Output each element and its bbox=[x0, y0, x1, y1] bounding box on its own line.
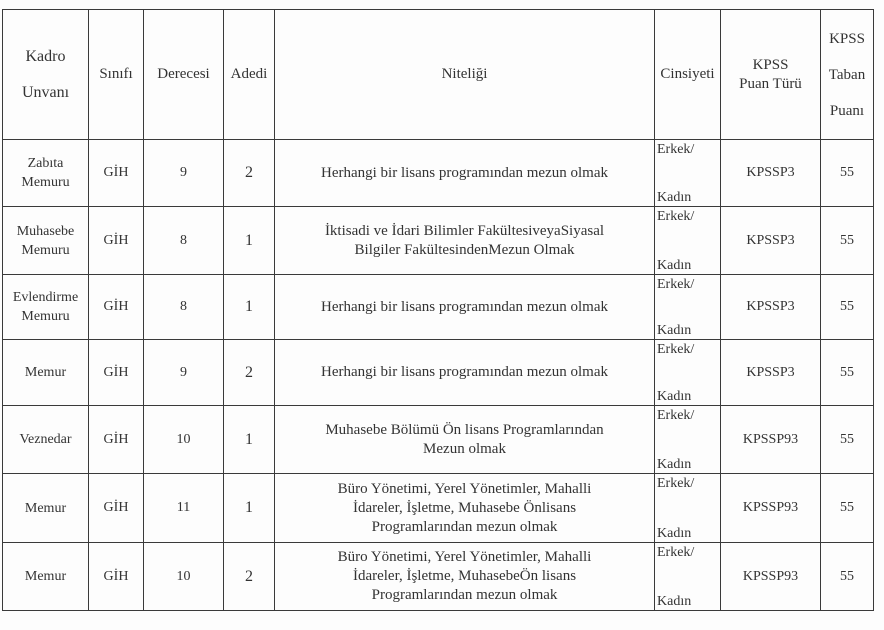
nitelik-line1: İktisadi ve İdari Bilimler FakültesiveyaSiyasal bbox=[324, 222, 605, 239]
cinsiyet-top: Erkek/ bbox=[657, 342, 695, 357]
cell-derecesi: 11 bbox=[144, 474, 224, 543]
unvan-line2: Memuru bbox=[21, 242, 70, 258]
unvan-line1: Veznedar bbox=[19, 432, 72, 447]
unvan-line1: Memur bbox=[24, 365, 67, 380]
cinsiyet-bottom: Kadın bbox=[657, 257, 692, 273]
cell-niteligi bbox=[275, 140, 655, 207]
cell-kadro-unvani bbox=[3, 406, 89, 474]
cell-cinsiyeti bbox=[655, 406, 721, 474]
nitelik-line2: Mezun olmak bbox=[423, 440, 506, 457]
header-kpss-taban-puani bbox=[821, 10, 874, 140]
cell-adedi: 1 bbox=[224, 406, 275, 474]
unvan-line1: Memur bbox=[24, 569, 67, 584]
cell-niteligi bbox=[275, 474, 655, 543]
cell-derecesi: 9 bbox=[144, 140, 224, 207]
nitelik-line1: Herhangi bir lisans programından mezun olmak bbox=[320, 164, 608, 181]
cell-adedi: 2 bbox=[224, 340, 275, 406]
table-row bbox=[3, 207, 874, 275]
cinsiyet-bottom: Kadın bbox=[657, 525, 692, 541]
nitelik-line1: Herhangi bir lisans programından mezun olmak bbox=[320, 364, 608, 380]
table-row bbox=[3, 406, 874, 474]
header-kpss-taban-puani-line1: KPSS bbox=[829, 30, 865, 47]
unvan-line2: Memuru bbox=[21, 309, 70, 324]
header-kpss-taban-puani-line3: Puanı bbox=[829, 102, 865, 119]
cell-cinsiyeti bbox=[655, 207, 721, 275]
header-sinifi: Sınıfı bbox=[89, 10, 144, 140]
cell-sinifi: GİH bbox=[89, 474, 144, 543]
cell-cinsiyeti bbox=[655, 140, 721, 207]
cell-sinifi: GİH bbox=[89, 275, 144, 340]
cell-cinsiyeti bbox=[655, 543, 721, 611]
unvan-line1: Muhasebe bbox=[16, 223, 75, 239]
cell-cinsiyeti bbox=[655, 474, 721, 543]
unvan-line1: Evlendirme bbox=[12, 290, 79, 305]
cell-adedi: 1 bbox=[224, 474, 275, 543]
nitelik-line2: İdareler, İşletme, Muhasebe Önlisans bbox=[352, 499, 577, 516]
cell-derecesi: 10 bbox=[144, 543, 224, 611]
cell-cinsiyeti bbox=[655, 275, 721, 340]
header-adedi: Adedi bbox=[224, 10, 275, 140]
cell-kadro-unvani bbox=[3, 275, 89, 340]
cell-sinifi: GİH bbox=[89, 207, 144, 275]
cell-niteligi bbox=[275, 207, 655, 275]
kadro-table bbox=[2, 9, 874, 611]
nitelik-line1: Herhangi bir lisans programından mezun olmak bbox=[320, 298, 608, 315]
unvan-line1: Zabıta bbox=[27, 156, 64, 171]
table-row bbox=[3, 140, 874, 207]
header-kadro-unvani-line1: Kadro bbox=[25, 47, 66, 65]
cinsiyet-top: Erkek/ bbox=[657, 476, 695, 491]
cell-kpss-taban-puani: 55 bbox=[821, 275, 874, 340]
header-kadro-unvani-line2: Unvanı bbox=[21, 83, 70, 101]
cell-kadro-unvani bbox=[3, 474, 89, 543]
cinsiyet-bottom: Kadın bbox=[657, 388, 692, 404]
cell-sinifi: GİH bbox=[89, 406, 144, 474]
header-kpss-puan-turu-line1: KPSS bbox=[752, 56, 789, 73]
cinsiyet-top: Erkek/ bbox=[657, 277, 695, 292]
nitelik-line2: Bilgiler FakültesindenMezun Olmak bbox=[354, 241, 575, 258]
cell-kpss-puan-turu: KPSSP93 bbox=[721, 543, 821, 611]
cinsiyet-top: Erkek/ bbox=[657, 209, 695, 224]
cinsiyet-bottom: Kadın bbox=[657, 322, 692, 338]
nitelik-line3: Programlarından mezun olmak bbox=[371, 587, 558, 603]
unvan-line1: Memur bbox=[24, 500, 67, 516]
cinsiyet-bottom: Kadın bbox=[657, 593, 692, 609]
table-row bbox=[3, 474, 874, 543]
cinsiyet-top: Erkek/ bbox=[657, 545, 695, 560]
cell-sinifi: GİH bbox=[89, 340, 144, 406]
cell-kpss-puan-turu: KPSSP3 bbox=[721, 340, 821, 406]
cell-kpss-taban-puani: 55 bbox=[821, 140, 874, 207]
cell-adedi: 2 bbox=[224, 140, 275, 207]
cinsiyet-top: Erkek/ bbox=[657, 408, 695, 423]
unvan-line2: Memuru bbox=[21, 175, 70, 190]
cell-derecesi: 8 bbox=[144, 207, 224, 275]
cell-niteligi bbox=[275, 275, 655, 340]
cell-kpss-taban-puani: 55 bbox=[821, 406, 874, 474]
cinsiyet-bottom: Kadın bbox=[657, 189, 692, 205]
cell-niteligi bbox=[275, 340, 655, 406]
cell-kadro-unvani bbox=[3, 140, 89, 207]
cell-kadro-unvani bbox=[3, 340, 89, 406]
header-kpss-puan-turu bbox=[721, 10, 821, 140]
cell-derecesi: 10 bbox=[144, 406, 224, 474]
cell-kpss-puan-turu: KPSSP3 bbox=[721, 140, 821, 207]
table-row bbox=[3, 543, 874, 611]
cell-niteligi bbox=[275, 543, 655, 611]
cell-sinifi: GİH bbox=[89, 543, 144, 611]
cell-derecesi: 9 bbox=[144, 340, 224, 406]
cell-niteligi bbox=[275, 406, 655, 474]
nitelik-line1: Büro Yönetimi, Yerel Yönetimler, Mahalli bbox=[337, 549, 592, 565]
table-row bbox=[3, 275, 874, 340]
cell-adedi: 1 bbox=[224, 275, 275, 340]
cell-adedi: 1 bbox=[224, 207, 275, 275]
cell-derecesi: 8 bbox=[144, 275, 224, 340]
cell-adedi: 2 bbox=[224, 543, 275, 611]
cell-sinifi: GİH bbox=[89, 140, 144, 207]
cell-kpss-puan-turu: KPSSP3 bbox=[721, 207, 821, 275]
cell-cinsiyeti bbox=[655, 340, 721, 406]
cell-kpss-puan-turu: KPSSP93 bbox=[721, 474, 821, 543]
header-kadro-unvani bbox=[3, 10, 89, 140]
cell-kadro-unvani bbox=[3, 543, 89, 611]
header-niteligi: Niteliği bbox=[275, 10, 655, 140]
cell-kpss-taban-puani: 55 bbox=[821, 207, 874, 275]
cell-kpss-puan-turu: KPSSP93 bbox=[721, 406, 821, 474]
nitelik-line3: Programlarından mezun olmak bbox=[371, 518, 558, 535]
header-cinsiyeti: Cinsiyeti bbox=[655, 10, 721, 140]
header-kpss-puan-turu-line2: Puan Türü bbox=[739, 75, 802, 92]
cell-kpss-taban-puani: 55 bbox=[821, 340, 874, 406]
nitelik-line2: İdareler, İşletme, MuhasebeÖn lisans bbox=[352, 568, 577, 584]
cell-kpss-puan-turu: KPSSP3 bbox=[721, 275, 821, 340]
cinsiyet-bottom: Kadın bbox=[657, 456, 692, 472]
header-derecesi: Derecesi bbox=[144, 10, 224, 140]
cell-kpss-taban-puani: 55 bbox=[821, 543, 874, 611]
nitelik-line1: Muhasebe Bölümü Ön lisans Programlarından bbox=[325, 421, 604, 438]
nitelik-line1: Büro Yönetimi, Yerel Yönetimler, Mahalli bbox=[337, 480, 592, 497]
table-row bbox=[3, 340, 874, 406]
header-kpss-taban-puani-line2: Taban bbox=[828, 66, 866, 83]
cell-kpss-taban-puani: 55 bbox=[821, 474, 874, 543]
cinsiyet-top: Erkek/ bbox=[657, 142, 695, 157]
header-row bbox=[3, 10, 874, 140]
cell-kadro-unvani bbox=[3, 207, 89, 275]
